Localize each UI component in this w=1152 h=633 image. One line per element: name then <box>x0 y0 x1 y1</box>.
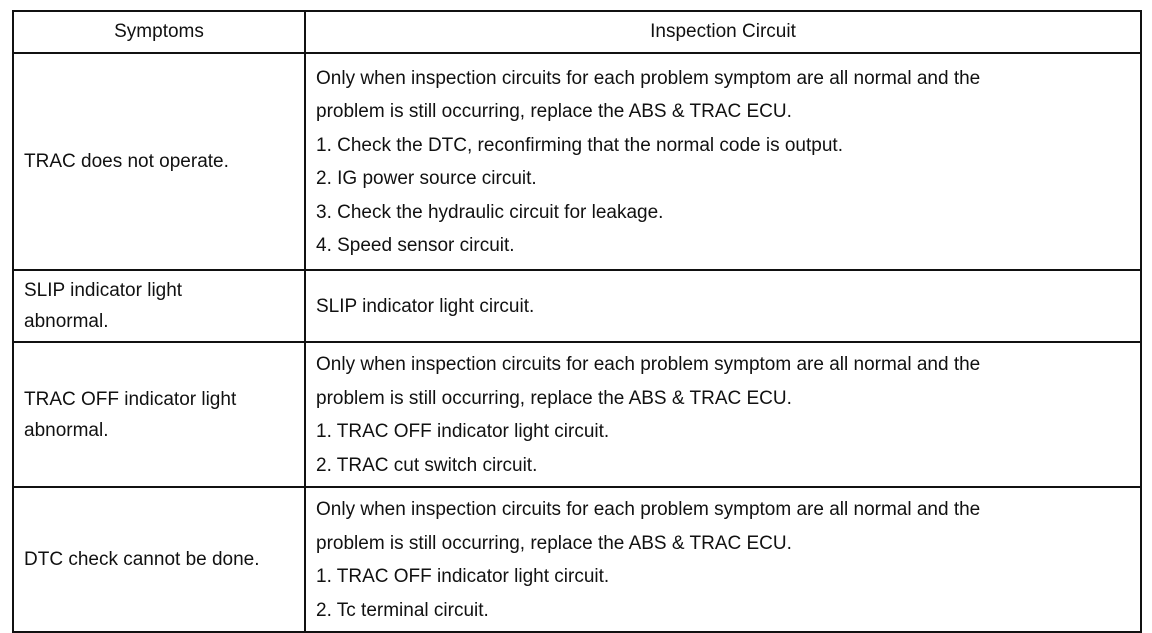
table-row <box>13 342 1141 487</box>
inspection-line: Only when inspection circuits for each problem symptom are all normal and the <box>316 354 981 375</box>
inspection-line: Only when inspection circuits for each problem symptom are all normal and the <box>316 499 981 520</box>
inspection-line: 1. Check the DTC, reconfirming that the normal code is output. <box>316 134 843 156</box>
symptom-text: SLIP indicator light <box>24 280 183 301</box>
inspection-line: 1. TRAC OFF indicator light circuit. <box>316 421 610 442</box>
inspection-line: Only when inspection circuits for each problem symptom are all normal and the <box>316 67 981 89</box>
symptom-text: abnormal. <box>24 311 109 332</box>
symptom-text: abnormal. <box>24 419 109 441</box>
inspection-cell <box>305 53 1141 270</box>
inspection-line: 2. Tc terminal circuit. <box>316 599 489 621</box>
inspection-line: problem is still occurring, replace the ABS & TRAC ECU. <box>316 532 792 554</box>
symptom-cell <box>13 53 305 270</box>
symptom-text: DTC check cannot be done. <box>24 549 260 570</box>
inspection-line: 2. TRAC cut switch circuit. <box>316 454 538 476</box>
inspection-cell <box>305 342 1141 487</box>
inspection-cell <box>305 270 1141 342</box>
inspection-line: 4. Speed sensor circuit. <box>316 235 515 256</box>
inspection-line: 2. IG power source circuit. <box>316 168 537 189</box>
symptom-cell <box>13 342 305 487</box>
inspection-line: problem is still occurring, replace the ABS & TRAC ECU. <box>316 387 792 409</box>
inspection-line: 1. TRAC OFF indicator light circuit. <box>316 566 610 587</box>
inspection-cell <box>305 487 1141 632</box>
inspection-line: SLIP indicator light circuit. <box>316 295 535 317</box>
table-header-row <box>13 11 1141 53</box>
inspection-line: 3. Check the hydraulic circuit for leakage. <box>316 201 664 223</box>
symptom-cell <box>13 270 305 342</box>
symptom-text: TRAC does not operate. <box>24 151 229 172</box>
table-row <box>13 270 1141 342</box>
symptom-text: TRAC OFF indicator light <box>24 388 237 410</box>
table-row <box>13 487 1141 632</box>
table-row <box>13 53 1141 270</box>
symptoms-header: Symptoms <box>13 11 305 53</box>
symptom-table <box>12 10 1142 633</box>
inspection-line: problem is still occurring, replace the ABS & TRAC ECU. <box>316 101 792 122</box>
symptom-cell <box>13 487 305 632</box>
inspection-circuit-header: Inspection Circuit <box>305 11 1141 53</box>
